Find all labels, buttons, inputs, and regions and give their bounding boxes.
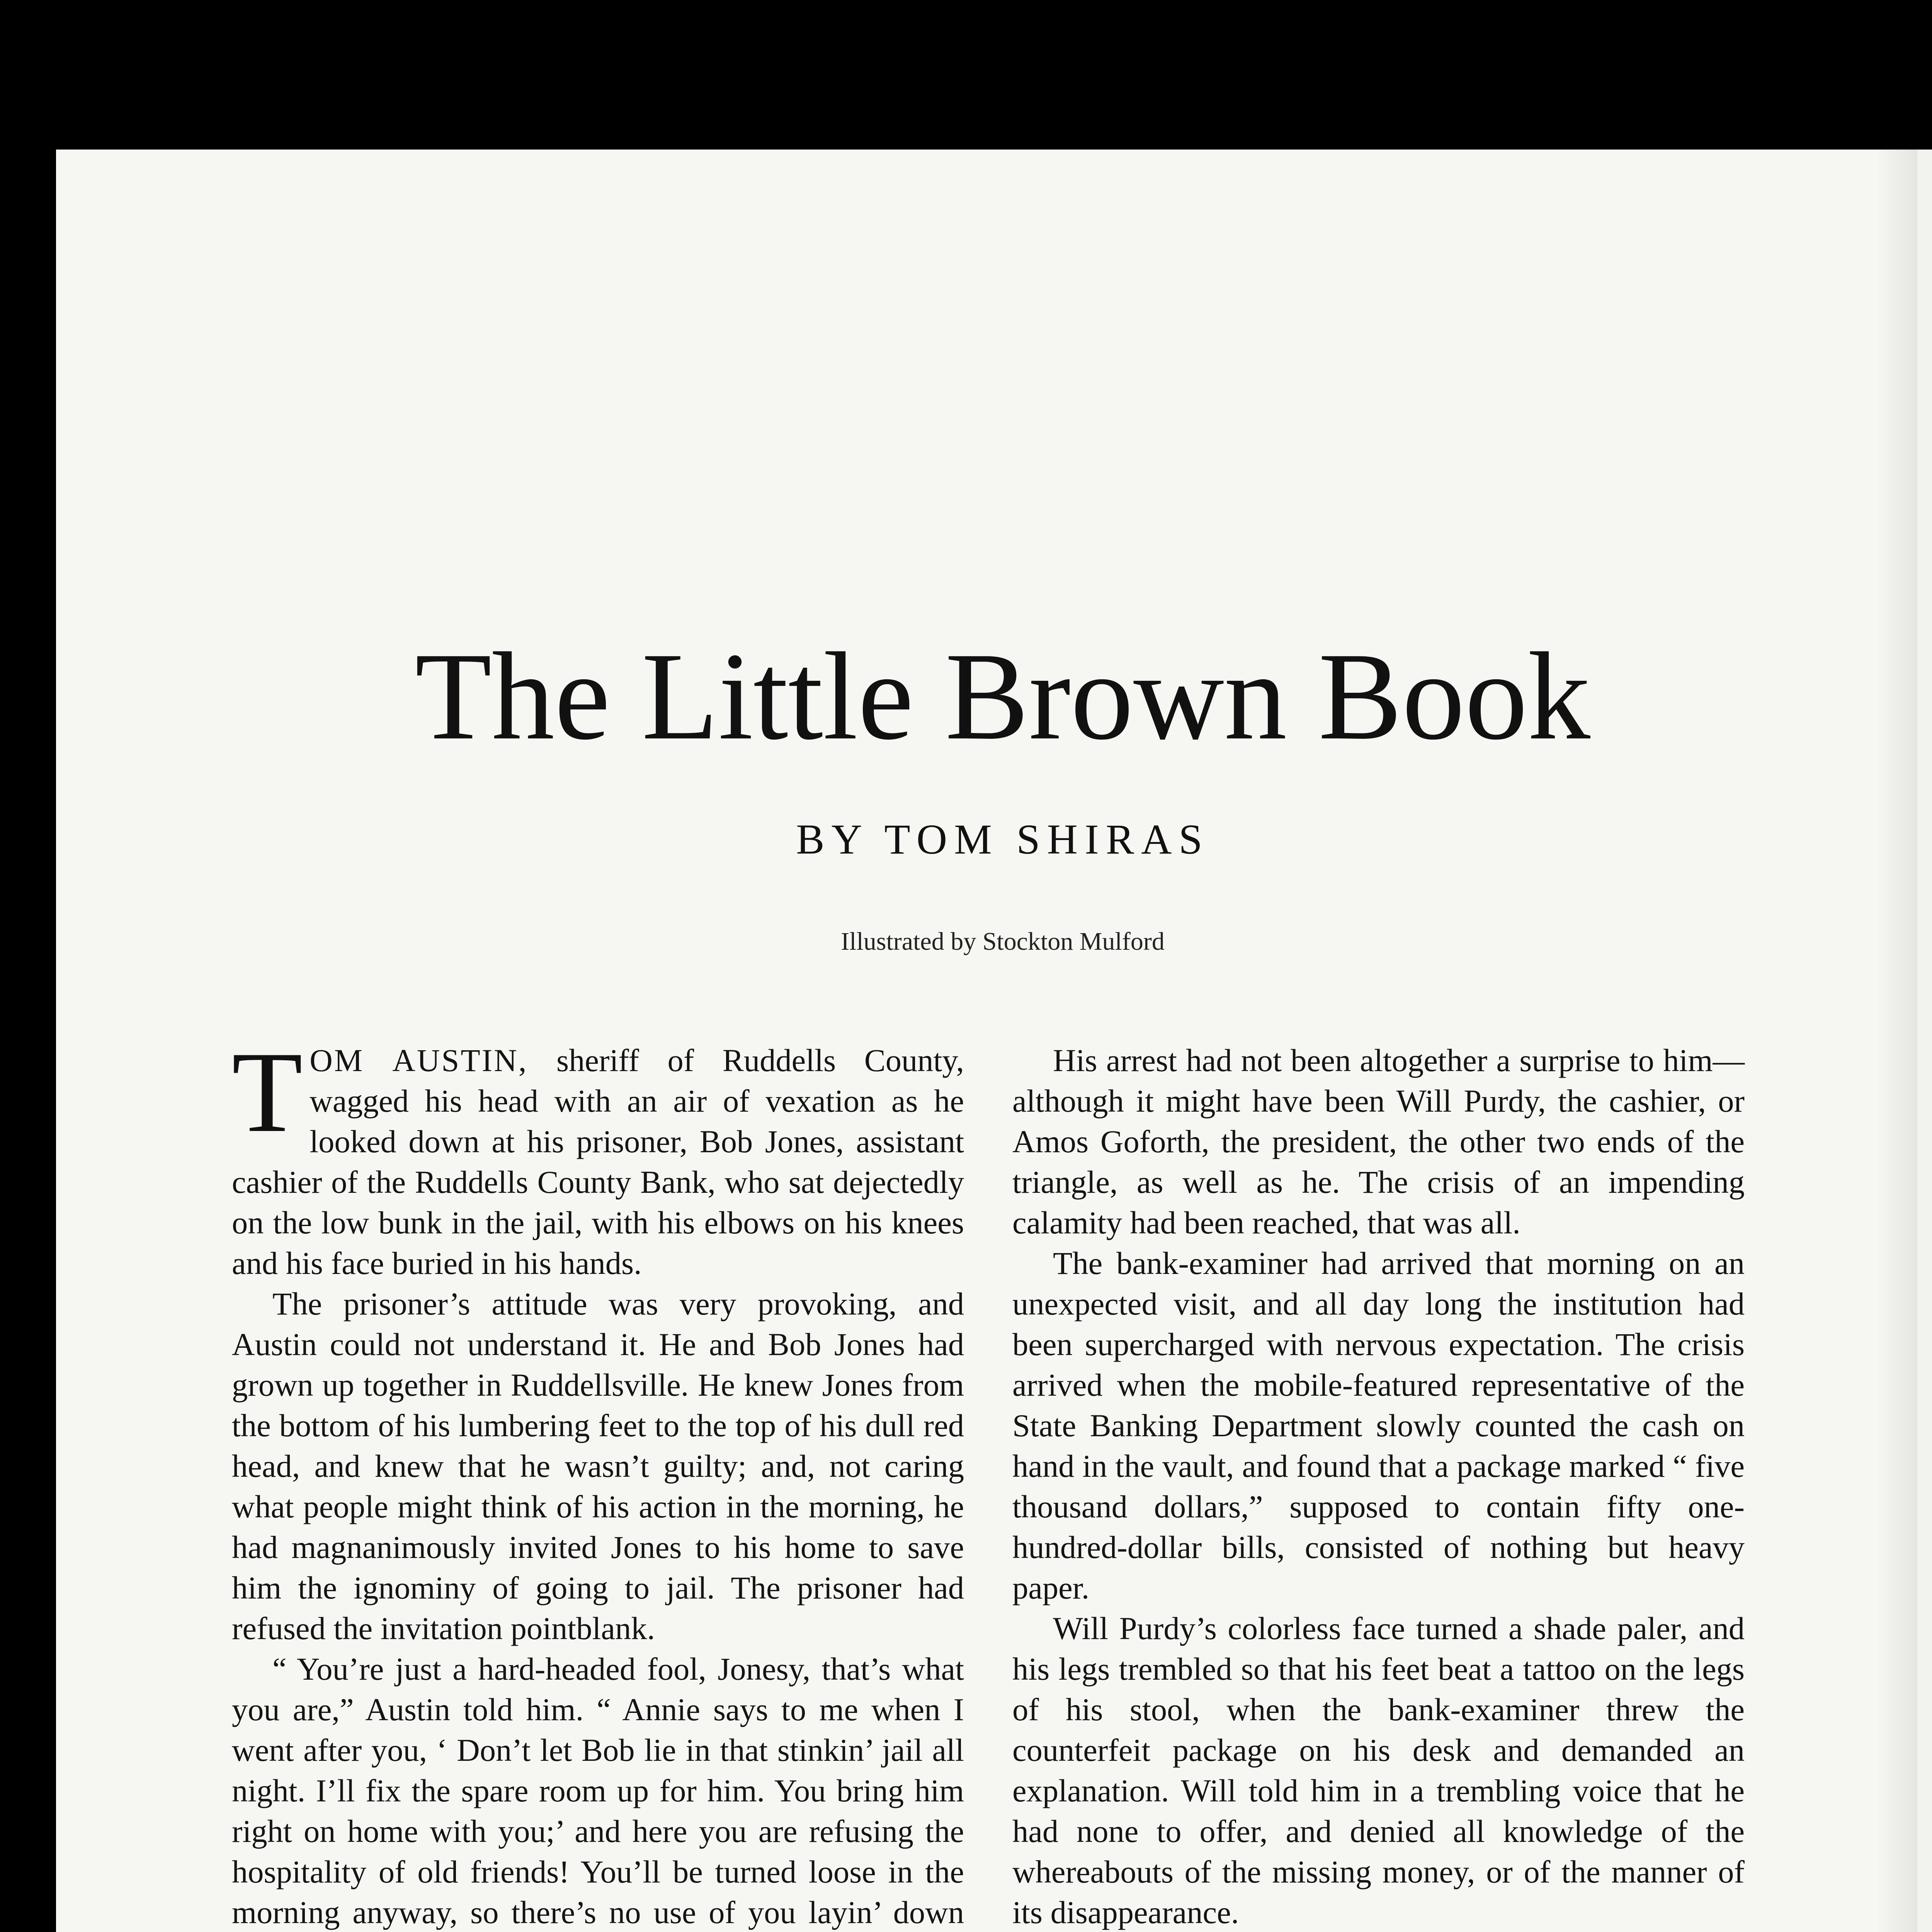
magazine-page	[56, 150, 1922, 1932]
opening-words: OM AUSTIN,	[310, 1043, 528, 1078]
paragraph: His arrest had not been altogether a surprise to him—although it might have been Will Purdy, the cashier, or Amos Goforth, the president, the other two ends of the triangle, as well as he. The crisis of an impending calamity had been reached, that was all.	[1012, 1043, 1745, 1240]
paragraph: Will Purdy’s colorless face turned a shade paler, and his legs trembled so that his feet beat a tattoo on the legs of his stool, when the bank-examiner threw the counterfeit package on his desk and demanded an explanation. Will told him in a trembling voice that he had none to offer, and denied all knowledge of the whereabouts of the missing money, or of the manner of its disappearance.	[1012, 1611, 1745, 1930]
drop-cap: T	[232, 1028, 303, 1156]
facing-page-edge	[1917, 150, 1932, 1932]
spine-shadow	[1875, 150, 1922, 1932]
left-text-column	[232, 1028, 964, 1932]
paragraph: “ You’re just a hard-headed fool, Jonesy, that’s what you are,” Austin told him. “ Annie says to me when I went after you, ‘ Don’t let Bob lie in that stinkin’ jail all night. I’ll fix the spare room up for him. You bring him right on home with you;’ and here you are refusing the hospitality of old friends! You’ll be turned loose in the morning anyway, so there’s no use of you layin’ down	[232, 1651, 964, 1930]
paragraph: The bank-examiner had arrived that morning on an unexpected visit, and all day long the institution had been supercharged with nervous expectation. The crisis arrived when the mobile-featured representative of the State Banking Department slowly counted the cash on hand in the vault, and found that a package marked “ five thousand dollars,” supposed to contain fifty one-hundred-dollar bills, consisted of nothing but heavy paper.	[1012, 1245, 1745, 1605]
illustrator-credit: Illustrated by Stockton Mulford	[841, 927, 1165, 956]
author-byline: BY TOM SHIRAS	[796, 816, 1209, 863]
article-title: The Little Brown Book	[415, 627, 1590, 766]
paragraph-text: sheriff of Ruddells County, wagged his head with an air of vexation as he looked down at his prisoner, Bob Jones, assistant cashier of the Ruddells County Bank, who sat dejectedly on the low bunk in the jail, with his elbows on his knees and his face buried in his hands.	[232, 1043, 964, 1281]
paragraph	[232, 1028, 964, 1284]
right-text-column	[1012, 1040, 1745, 1932]
paragraph: The prisoner’s attitude was very provoking, and Austin could not understand it. He and Bob Jones had grown up together in Ruddellsville. He knew Jones from the bottom of his lumbering feet to the top of his dull red head, and knew that he wasn’t guilty; and, not caring what people might think of his action in the morning, he had magnanimously invited Jones to his home to save him the ignominy of going to jail. The prisoner had refused the invitation pointblank.	[232, 1286, 964, 1646]
